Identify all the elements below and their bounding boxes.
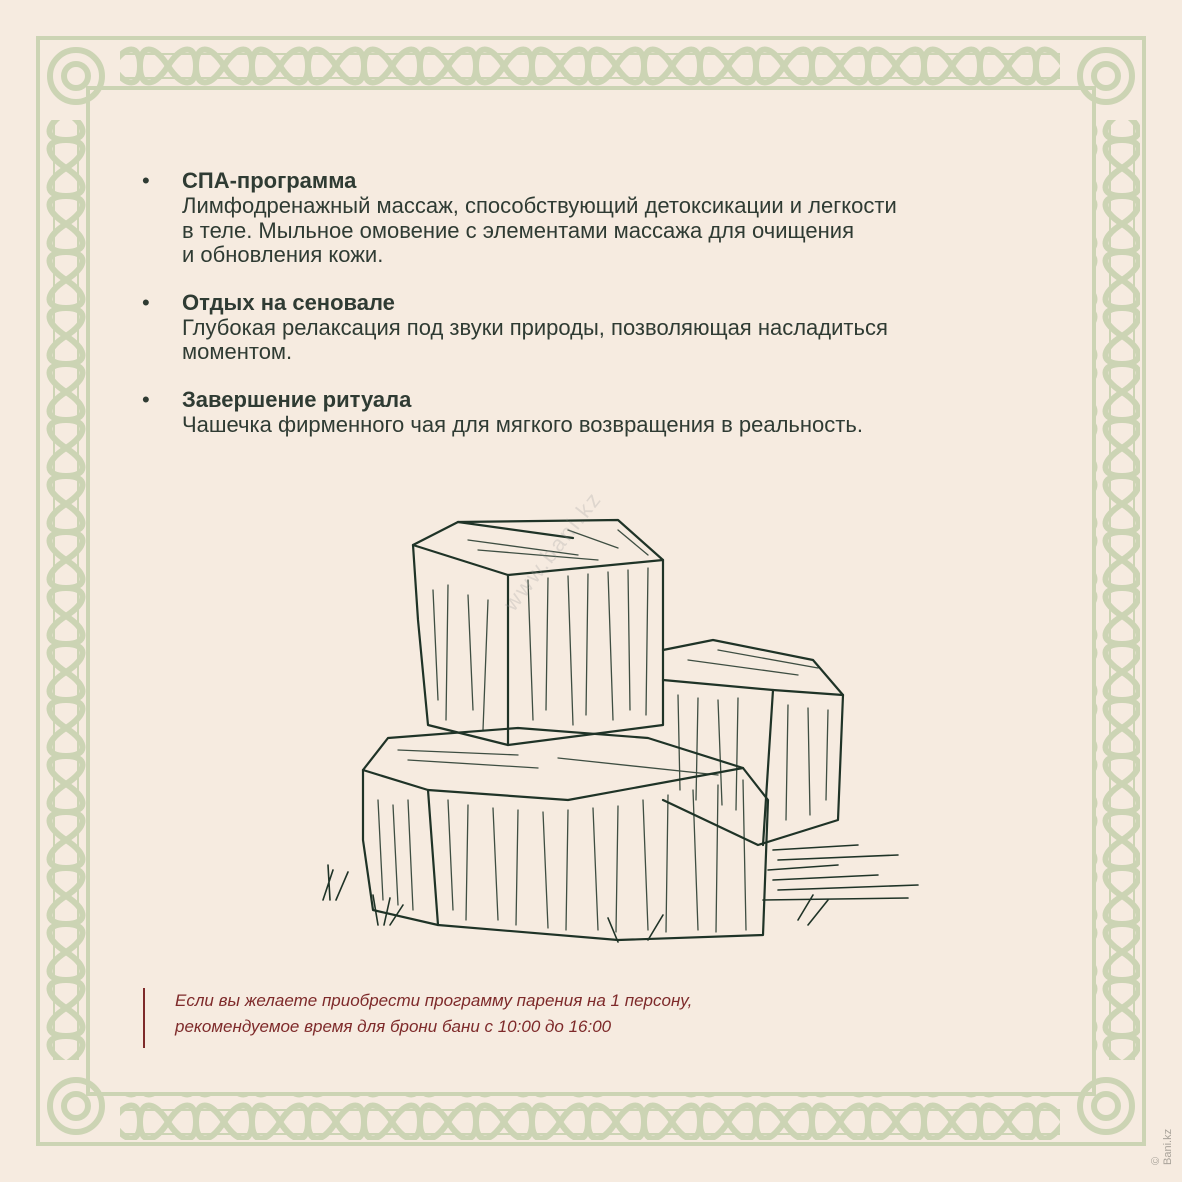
copyright-credit: © Bani.kz (1150, 1128, 1174, 1165)
note-line: Если вы желаете приобрести программу парения на 1 персону, (175, 991, 693, 1010)
item-description: Глубокая релаксация под звуки природы, позволяющая насладиться моментом. (182, 314, 888, 364)
item-title: СПА-программа (182, 168, 357, 193)
item-title: Отдых на сеновале (182, 289, 395, 315)
list-item (142, 387, 1042, 438)
list-item (142, 168, 1042, 268)
program-list (142, 168, 1042, 459)
booking-note (143, 988, 692, 1048)
watermark-text: www.bani.kz (498, 486, 607, 616)
item-description: Чашечка фирменного чая для мягкого возвращения в реальность. (182, 411, 863, 437)
item-title: Завершение ритуала (182, 386, 412, 412)
item-description: Лимфодренажный массаж, способствующий детоксикации и легкости в теле. Мыльное омовение с элементами массажа для очищения и обновления кожи. (182, 193, 897, 267)
list-item (142, 290, 1042, 365)
bullet-icon: • (142, 168, 150, 193)
note-line: рекомендуемое время для брони бани с 10:00 до 16:00 (175, 1017, 612, 1036)
bullet-icon: • (142, 289, 150, 315)
hay-bales-illustration (318, 500, 938, 950)
bullet-icon: • (142, 386, 150, 412)
